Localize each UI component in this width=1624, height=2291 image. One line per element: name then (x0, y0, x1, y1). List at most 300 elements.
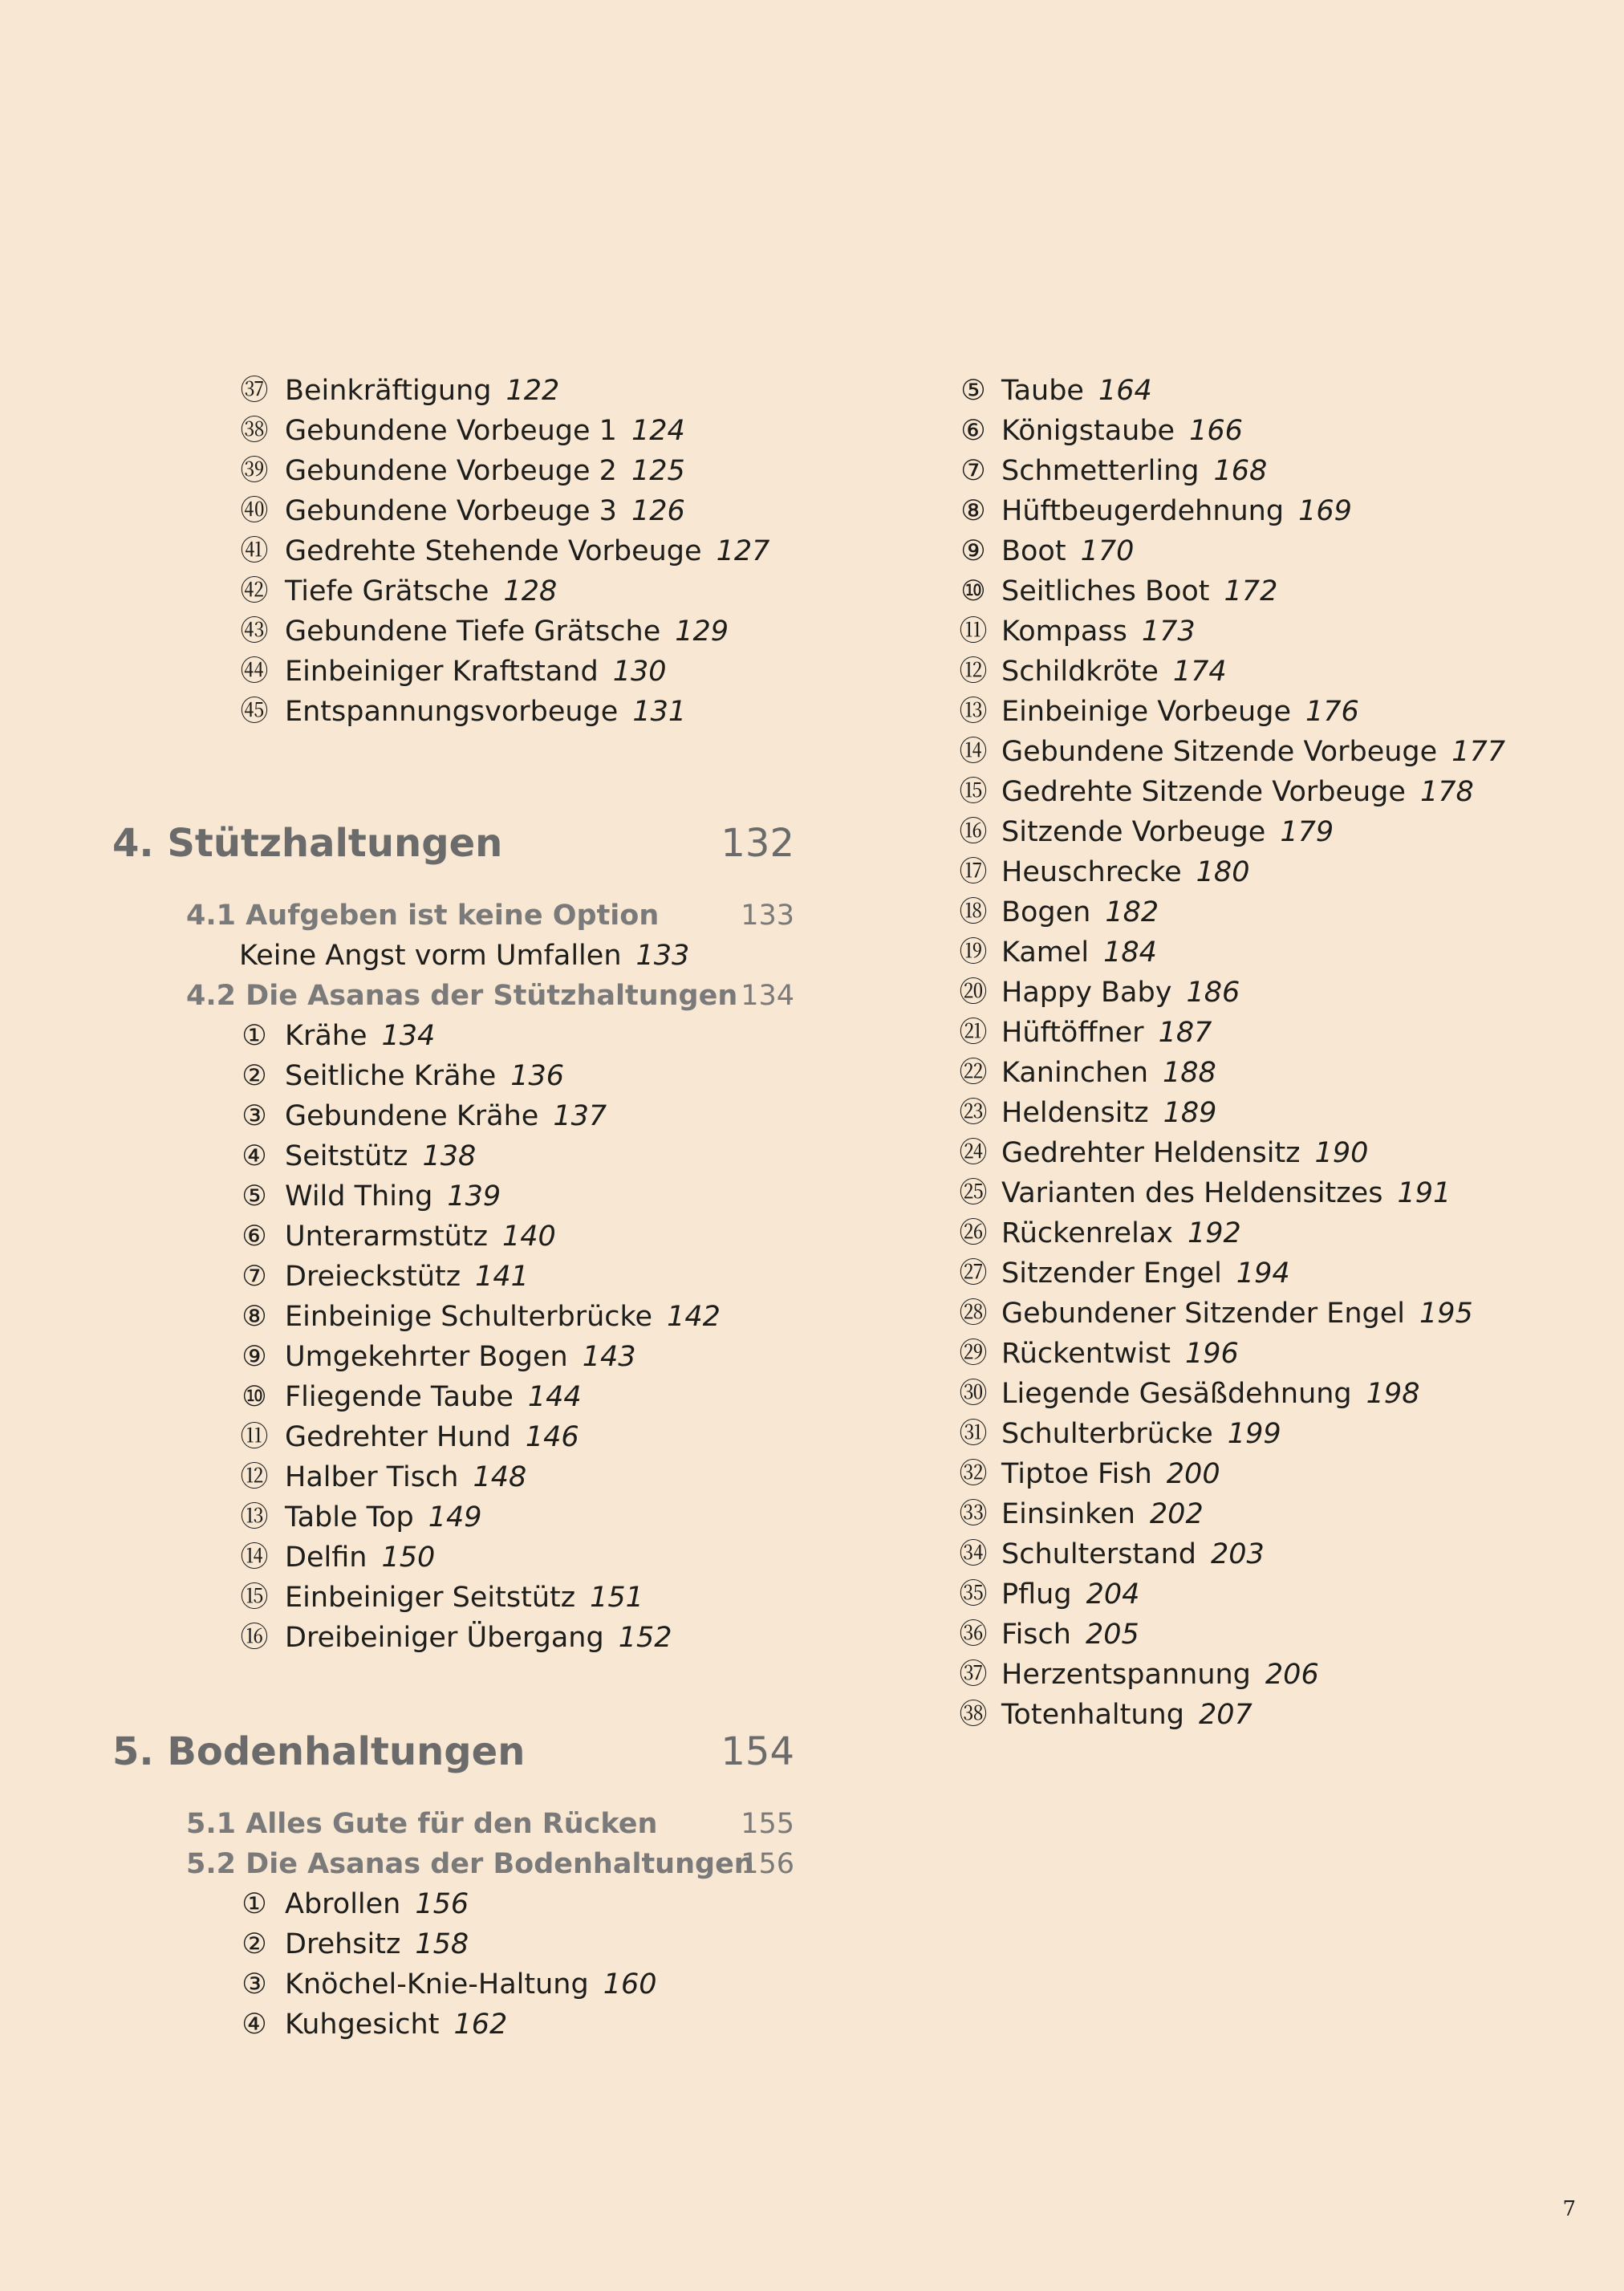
entry-text (1001, 1173, 1451, 1213)
entry-page: 182 (1105, 896, 1159, 928)
toc-entry[interactable] (956, 1013, 1582, 1053)
entry-title: Kuhgesicht (285, 2009, 440, 2041)
toc-entry[interactable] (112, 1417, 794, 1457)
toc-entry[interactable] (956, 1294, 1582, 1334)
entry-page: 178 (1419, 776, 1474, 808)
entry-text (1001, 491, 1352, 531)
toc-entry[interactable] (956, 1494, 1582, 1534)
entry-page: 136 (510, 1060, 565, 1092)
entry-text (1001, 652, 1227, 692)
toc-entry[interactable] (112, 571, 794, 611)
toc-entry[interactable] (112, 491, 794, 531)
toc-entry[interactable] (112, 1337, 794, 1377)
entry-page: 138 (422, 1140, 477, 1172)
toc-entry[interactable] (956, 732, 1582, 772)
entry-text (285, 611, 729, 652)
entry-page: 122 (505, 375, 560, 407)
entry-text (1001, 1253, 1290, 1294)
toc-entry[interactable] (112, 1257, 794, 1297)
entry-text (285, 1377, 582, 1417)
entry-number: ⑮ (959, 776, 988, 808)
entry-number: ⑪ (959, 615, 988, 648)
subsection-entry[interactable] (112, 936, 794, 976)
entry-number: ㉙ (959, 1338, 988, 1370)
entry-page: 188 (1163, 1057, 1216, 1089)
entry-page: 177 (1451, 736, 1505, 768)
entry-page: 202 (1149, 1498, 1204, 1530)
entry-text (1001, 1133, 1368, 1173)
section-title: 4.1 Aufgeben ist keine Option (186, 900, 660, 932)
entry-text (1001, 411, 1243, 451)
toc-entry[interactable] (956, 451, 1582, 491)
toc-list-chapter-5 (112, 1884, 794, 2045)
entry-text (285, 1578, 644, 1618)
entry-number: ③ (242, 1100, 267, 1132)
entry-title: Hüftöffner (1001, 1017, 1144, 1049)
entry-number: ㉛ (959, 1418, 988, 1450)
entry-number: ㉞ (959, 1538, 988, 1570)
entry-text (285, 1924, 469, 1964)
section-page: 156 (741, 1848, 794, 1880)
entry-title: Gebundene Vorbeuge 2 (285, 455, 617, 487)
entry-title: Gebundene Vorbeuge 1 (285, 415, 617, 447)
entry-text (1001, 892, 1159, 932)
entry-text (1001, 1534, 1265, 1574)
entry-text (285, 1417, 579, 1457)
toc-entry[interactable] (956, 852, 1582, 892)
entry-page: 131 (632, 696, 687, 728)
entry-number: ⑧ (242, 1301, 267, 1333)
entry-page: 172 (1224, 575, 1278, 607)
entry-number: ② (242, 1060, 267, 1092)
entry-number: ㉝ (959, 1498, 988, 1530)
entry-number: ⑤ (960, 375, 986, 407)
entry-number: ⑯ (959, 816, 988, 848)
entry-title: Rückentwist (1001, 1338, 1171, 1370)
entry-text (285, 1457, 526, 1497)
entry-page: 168 (1213, 455, 1268, 487)
entry-page: 160 (603, 1968, 657, 2001)
entry-text (285, 411, 685, 451)
entry-page: 127 (716, 535, 770, 567)
toc-entry[interactable] (956, 1253, 1582, 1294)
toc-entry[interactable] (956, 1414, 1582, 1454)
toc-entry[interactable] (956, 1053, 1582, 1093)
entry-title: Gedrehte Sitzende Vorbeuge (1001, 776, 1406, 808)
entry-text (285, 571, 557, 611)
entry-title: Einbeinige Schulterbrücke (285, 1301, 653, 1333)
entry-number: ⑫ (959, 656, 988, 688)
entry-page: 152 (618, 1622, 672, 1654)
entry-title: Wild Thing (285, 1180, 433, 1213)
toc-entry[interactable] (956, 1173, 1582, 1213)
toc-entry[interactable] (112, 371, 794, 411)
entry-text (1001, 1655, 1319, 1695)
chapter-title: 5. Bodenhaltungen (112, 1729, 526, 1774)
toc-left-column (112, 371, 794, 2045)
entry-page: 200 (1166, 1458, 1220, 1490)
toc-entry[interactable] (956, 1534, 1582, 1574)
toc-entry[interactable] (956, 812, 1582, 852)
toc-entry[interactable] (956, 772, 1582, 812)
entry-text (1001, 812, 1334, 852)
section-heading[interactable] (112, 976, 794, 1016)
entry-title: Happy Baby (1001, 977, 1172, 1009)
entry-number: ⑯ (240, 1622, 269, 1654)
toc-entry[interactable] (956, 932, 1582, 973)
toc-entry[interactable] (956, 571, 1582, 611)
entry-title: Table Top (285, 1501, 414, 1533)
entry-page: 205 (1085, 1619, 1139, 1651)
entry-title: Seitliche Krähe (285, 1060, 497, 1092)
toc-entry[interactable] (112, 1016, 794, 1056)
toc-entry[interactable] (112, 1924, 794, 1964)
entry-number: ⑩ (242, 1381, 267, 1413)
entry-page: 169 (1298, 495, 1352, 527)
toc-list-continued (112, 371, 794, 732)
toc-entry[interactable] (112, 1377, 794, 1417)
entry-number: ㊴ (240, 455, 269, 487)
entry-page: 207 (1198, 1699, 1253, 1731)
entry-title: Heuschrecke (1001, 856, 1182, 888)
entry-text (285, 531, 769, 571)
entry-page: 192 (1187, 1217, 1241, 1249)
entry-number: ⑩ (960, 575, 986, 607)
entry-number: ⑲ (959, 936, 988, 969)
entry-number: ⑫ (240, 1461, 269, 1493)
toc-entry[interactable] (112, 451, 794, 491)
entry-text (285, 1537, 435, 1578)
entry-page: 166 (1189, 415, 1243, 447)
entry-title: Hüftbeugerdehnung (1001, 495, 1285, 527)
entry-text (285, 2005, 507, 2045)
page-number: 7 (1562, 2197, 1576, 2221)
entry-number: ⑥ (960, 415, 986, 447)
toc-entry[interactable] (956, 491, 1582, 531)
entry-number: ㉑ (959, 1017, 988, 1049)
entry-number: ㊶ (240, 535, 269, 567)
entry-number: ③ (242, 1968, 267, 2001)
toc-entry[interactable] (956, 531, 1582, 571)
entry-title: Unterarmstütz (285, 1221, 488, 1253)
entry-page: 189 (1163, 1097, 1217, 1129)
entry-page: 150 (381, 1542, 436, 1574)
entry-number: ⑱ (959, 896, 988, 928)
chapter-title: 4. Stützhaltungen (112, 821, 503, 866)
toc-entry[interactable] (112, 2005, 794, 2045)
entry-text (1001, 1294, 1473, 1334)
entry-page: 130 (612, 656, 667, 688)
entry-title: Gedrehte Stehende Vorbeuge (285, 535, 702, 567)
entry-number: ㊸ (240, 615, 269, 648)
entry-number: ⑰ (959, 856, 988, 888)
entry-text (285, 1964, 657, 2005)
toc-entry[interactable] (956, 1334, 1582, 1374)
entry-number: ⑥ (242, 1221, 267, 1253)
entry-text (285, 371, 559, 411)
subsection-title: Keine Angst vorm Umfallen (239, 940, 622, 972)
toc-entry[interactable] (112, 1964, 794, 2005)
toc-entry[interactable] (956, 1093, 1582, 1133)
toc-entry[interactable] (956, 1615, 1582, 1655)
entry-number: ㊷ (240, 575, 269, 607)
entry-title: Pflug (1001, 1578, 1072, 1611)
toc-entry[interactable] (956, 411, 1582, 451)
toc-entry[interactable] (956, 1374, 1582, 1414)
entry-text (285, 1297, 721, 1337)
entry-page: 124 (631, 415, 685, 447)
entry-number: ㊲ (959, 1659, 988, 1691)
toc-entry[interactable] (112, 1217, 794, 1257)
entry-page: 139 (447, 1180, 501, 1213)
entry-number: ㉔ (959, 1137, 988, 1169)
entry-number: ㉟ (959, 1578, 988, 1611)
entry-number: ㊹ (240, 656, 269, 688)
toc-entry[interactable] (112, 411, 794, 451)
entry-number: ① (242, 1888, 267, 1920)
entry-page: 196 (1184, 1338, 1239, 1370)
entry-text (1001, 692, 1359, 732)
entry-page: 128 (503, 575, 558, 607)
entry-title: Einbeiniger Kraftstand (285, 656, 599, 688)
entry-text (1001, 772, 1474, 812)
entry-number: ④ (242, 2009, 267, 2041)
entry-page: 180 (1196, 856, 1250, 888)
section-page: 155 (741, 1808, 794, 1840)
entry-text (285, 1337, 636, 1377)
entry-title: Sitzender Engel (1001, 1257, 1222, 1290)
entry-page: 137 (553, 1100, 607, 1132)
entry-title: Rückenrelax (1001, 1217, 1173, 1249)
toc-entry[interactable] (112, 1884, 794, 1924)
entry-text (1001, 531, 1134, 571)
entry-number: ㉗ (959, 1257, 988, 1290)
entry-title: Boot (1001, 535, 1066, 567)
entry-text (285, 451, 685, 491)
entry-title: Kompass (1001, 615, 1127, 648)
entry-number: ㊺ (240, 696, 269, 728)
toc-entry[interactable] (112, 652, 794, 692)
entry-title: Kamel (1001, 936, 1090, 969)
toc-entry[interactable] (112, 1136, 794, 1176)
entry-page: 203 (1211, 1538, 1265, 1570)
entry-title: Gedrehter Hund (285, 1421, 511, 1453)
entry-page: 129 (675, 615, 729, 648)
entry-number: ⑦ (242, 1261, 267, 1293)
entry-text (1001, 1093, 1216, 1133)
entry-title: Gebundene Sitzende Vorbeuge (1001, 736, 1438, 768)
toc-entry[interactable] (956, 1133, 1582, 1173)
entry-page: 134 (381, 1020, 436, 1052)
entry-text (285, 1217, 556, 1257)
entry-page: 162 (453, 2009, 508, 2041)
section-heading[interactable] (112, 1804, 794, 1844)
toc-entry[interactable] (112, 1457, 794, 1497)
toc-entry[interactable] (956, 692, 1582, 732)
entry-page: 174 (1172, 656, 1227, 688)
entry-title: Gebundene Tiefe Grätsche (285, 615, 661, 648)
entry-text (1001, 371, 1152, 411)
entry-page: 156 (415, 1888, 469, 1920)
entry-number: ㊵ (240, 495, 269, 527)
entry-title: Tiptoe Fish (1001, 1458, 1152, 1490)
entry-text (1001, 1374, 1419, 1414)
entry-title: Delfin (285, 1542, 367, 1574)
entry-title: Halber Tisch (285, 1461, 459, 1493)
entry-number: ㉖ (959, 1217, 988, 1249)
toc-entry[interactable] (112, 1297, 794, 1337)
entry-title: Gedrehter Heldensitz (1001, 1137, 1301, 1169)
entry-page: 195 (1419, 1298, 1473, 1330)
entry-page: 141 (475, 1261, 529, 1293)
entry-page: 164 (1098, 375, 1152, 407)
entry-text (1001, 1454, 1220, 1494)
entry-title: Einbeinige Vorbeuge (1001, 696, 1291, 728)
entry-text (1001, 1013, 1212, 1053)
entry-text (1001, 1414, 1281, 1454)
toc-entry[interactable] (956, 611, 1582, 652)
entry-text (1001, 571, 1277, 611)
toc-right-column (956, 371, 1582, 1735)
entry-text (1001, 1053, 1216, 1093)
section-page: 134 (741, 980, 794, 1012)
toc-entry[interactable] (112, 1618, 794, 1658)
entry-page: 179 (1280, 816, 1334, 848)
entry-title: Taube (1001, 375, 1084, 407)
entry-text (285, 491, 685, 531)
entry-title: Schulterstand (1001, 1538, 1197, 1570)
entry-text (1001, 973, 1240, 1013)
toc-entry[interactable] (112, 1578, 794, 1618)
entry-page: 204 (1086, 1578, 1140, 1611)
entry-text (1001, 1615, 1139, 1655)
entry-title: Kaninchen (1001, 1057, 1149, 1089)
entry-number: ㊱ (959, 1619, 988, 1651)
entry-number: ⑨ (242, 1341, 267, 1373)
section-page: 133 (741, 900, 794, 932)
entry-page: 198 (1366, 1378, 1420, 1410)
chapter-page: 154 (721, 1729, 794, 1774)
entry-page: 148 (473, 1461, 527, 1493)
entry-page: 142 (667, 1301, 721, 1333)
entry-page: 149 (428, 1501, 482, 1533)
toc-entry[interactable] (956, 1695, 1582, 1735)
section-heading[interactable] (112, 1844, 794, 1884)
entry-page: 186 (1186, 977, 1240, 1009)
entry-text (285, 652, 667, 692)
entry-page: 144 (527, 1381, 582, 1413)
toc-entry[interactable] (956, 973, 1582, 1013)
toc-entry[interactable] (956, 1213, 1582, 1253)
toc-entry[interactable] (956, 1454, 1582, 1494)
entry-title: Totenhaltung (1001, 1699, 1184, 1731)
toc-entry[interactable] (956, 371, 1582, 411)
entry-title: Entspannungsvorbeuge (285, 696, 619, 728)
entry-text (1001, 1334, 1239, 1374)
toc-entry[interactable] (112, 1537, 794, 1578)
entry-page: 143 (582, 1341, 636, 1373)
entry-number: ㉕ (959, 1177, 988, 1209)
entry-title: Fisch (1001, 1619, 1071, 1651)
entry-text (285, 1618, 672, 1658)
chapter-heading[interactable] (112, 1724, 794, 1780)
toc-entry[interactable] (112, 1096, 794, 1136)
toc-entry[interactable] (112, 1497, 794, 1537)
chapter-heading[interactable] (112, 815, 794, 871)
entry-text (285, 1497, 482, 1537)
entry-page: 170 (1080, 535, 1135, 567)
entry-text (1001, 732, 1505, 772)
entry-text (1001, 1695, 1253, 1735)
entry-number: ㉚ (959, 1378, 988, 1410)
section-heading[interactable] (112, 896, 794, 936)
entry-number: ⑳ (959, 977, 988, 1009)
entry-text (1001, 611, 1196, 652)
entry-page: 187 (1158, 1017, 1212, 1049)
entry-text (285, 1257, 529, 1297)
entry-title: Einsinken (1001, 1498, 1135, 1530)
toc-entry[interactable] (112, 692, 794, 732)
entry-title: Dreieckstütz (285, 1261, 461, 1293)
chapter-page: 132 (721, 821, 794, 866)
entry-number: ① (242, 1020, 267, 1052)
toc-entry[interactable] (112, 611, 794, 652)
subsection-page: 133 (635, 940, 690, 972)
toc-entry[interactable] (956, 1655, 1582, 1695)
toc-entry[interactable] (956, 1574, 1582, 1615)
entry-text (285, 1136, 476, 1176)
entry-page: 184 (1103, 936, 1157, 969)
toc-entry[interactable] (112, 1176, 794, 1217)
entry-number: ㊳ (240, 415, 269, 447)
entry-number: ⑪ (240, 1421, 269, 1453)
entry-number: ㉒ (959, 1057, 988, 1089)
entry-text (285, 692, 686, 732)
entry-page: 146 (525, 1421, 579, 1453)
entry-page: 206 (1265, 1659, 1319, 1691)
entry-number: ② (242, 1928, 267, 1960)
entry-number: ㊲ (240, 375, 269, 407)
entry-number: ⑮ (240, 1582, 269, 1614)
entry-page: 194 (1236, 1257, 1290, 1290)
entry-text (1001, 1213, 1241, 1253)
toc-entry[interactable] (956, 652, 1582, 692)
entry-title: Fliegende Taube (285, 1381, 514, 1413)
section-title: 4.2 Die Asanas der Stützhaltungen (186, 980, 738, 1012)
entry-page: 190 (1314, 1137, 1369, 1169)
section-title: 5.1 Alles Gute für den Rücken (186, 1808, 658, 1840)
entry-title: Herzentspannung (1001, 1659, 1251, 1691)
entry-page: 140 (502, 1221, 556, 1253)
entry-title: Schmetterling (1001, 455, 1200, 487)
toc-entry[interactable] (956, 892, 1582, 932)
entry-page: 126 (631, 495, 685, 527)
entry-page: 125 (631, 455, 685, 487)
entry-text (285, 1096, 607, 1136)
entry-text (1001, 932, 1157, 973)
toc-entry[interactable] (112, 531, 794, 571)
entry-number: ⑬ (959, 696, 988, 728)
entry-number: ㉓ (959, 1097, 988, 1129)
entry-number: ④ (242, 1140, 267, 1172)
entry-text (1001, 852, 1249, 892)
entry-title: Umgekehrter Bogen (285, 1341, 568, 1373)
toc-entry[interactable] (112, 1056, 794, 1096)
entry-number: ⑦ (960, 455, 986, 487)
entry-title: Drehsitz (285, 1928, 401, 1960)
section-title: 5.2 Die Asanas der Bodenhaltungen (186, 1848, 754, 1880)
entry-title: Heldensitz (1001, 1097, 1149, 1129)
